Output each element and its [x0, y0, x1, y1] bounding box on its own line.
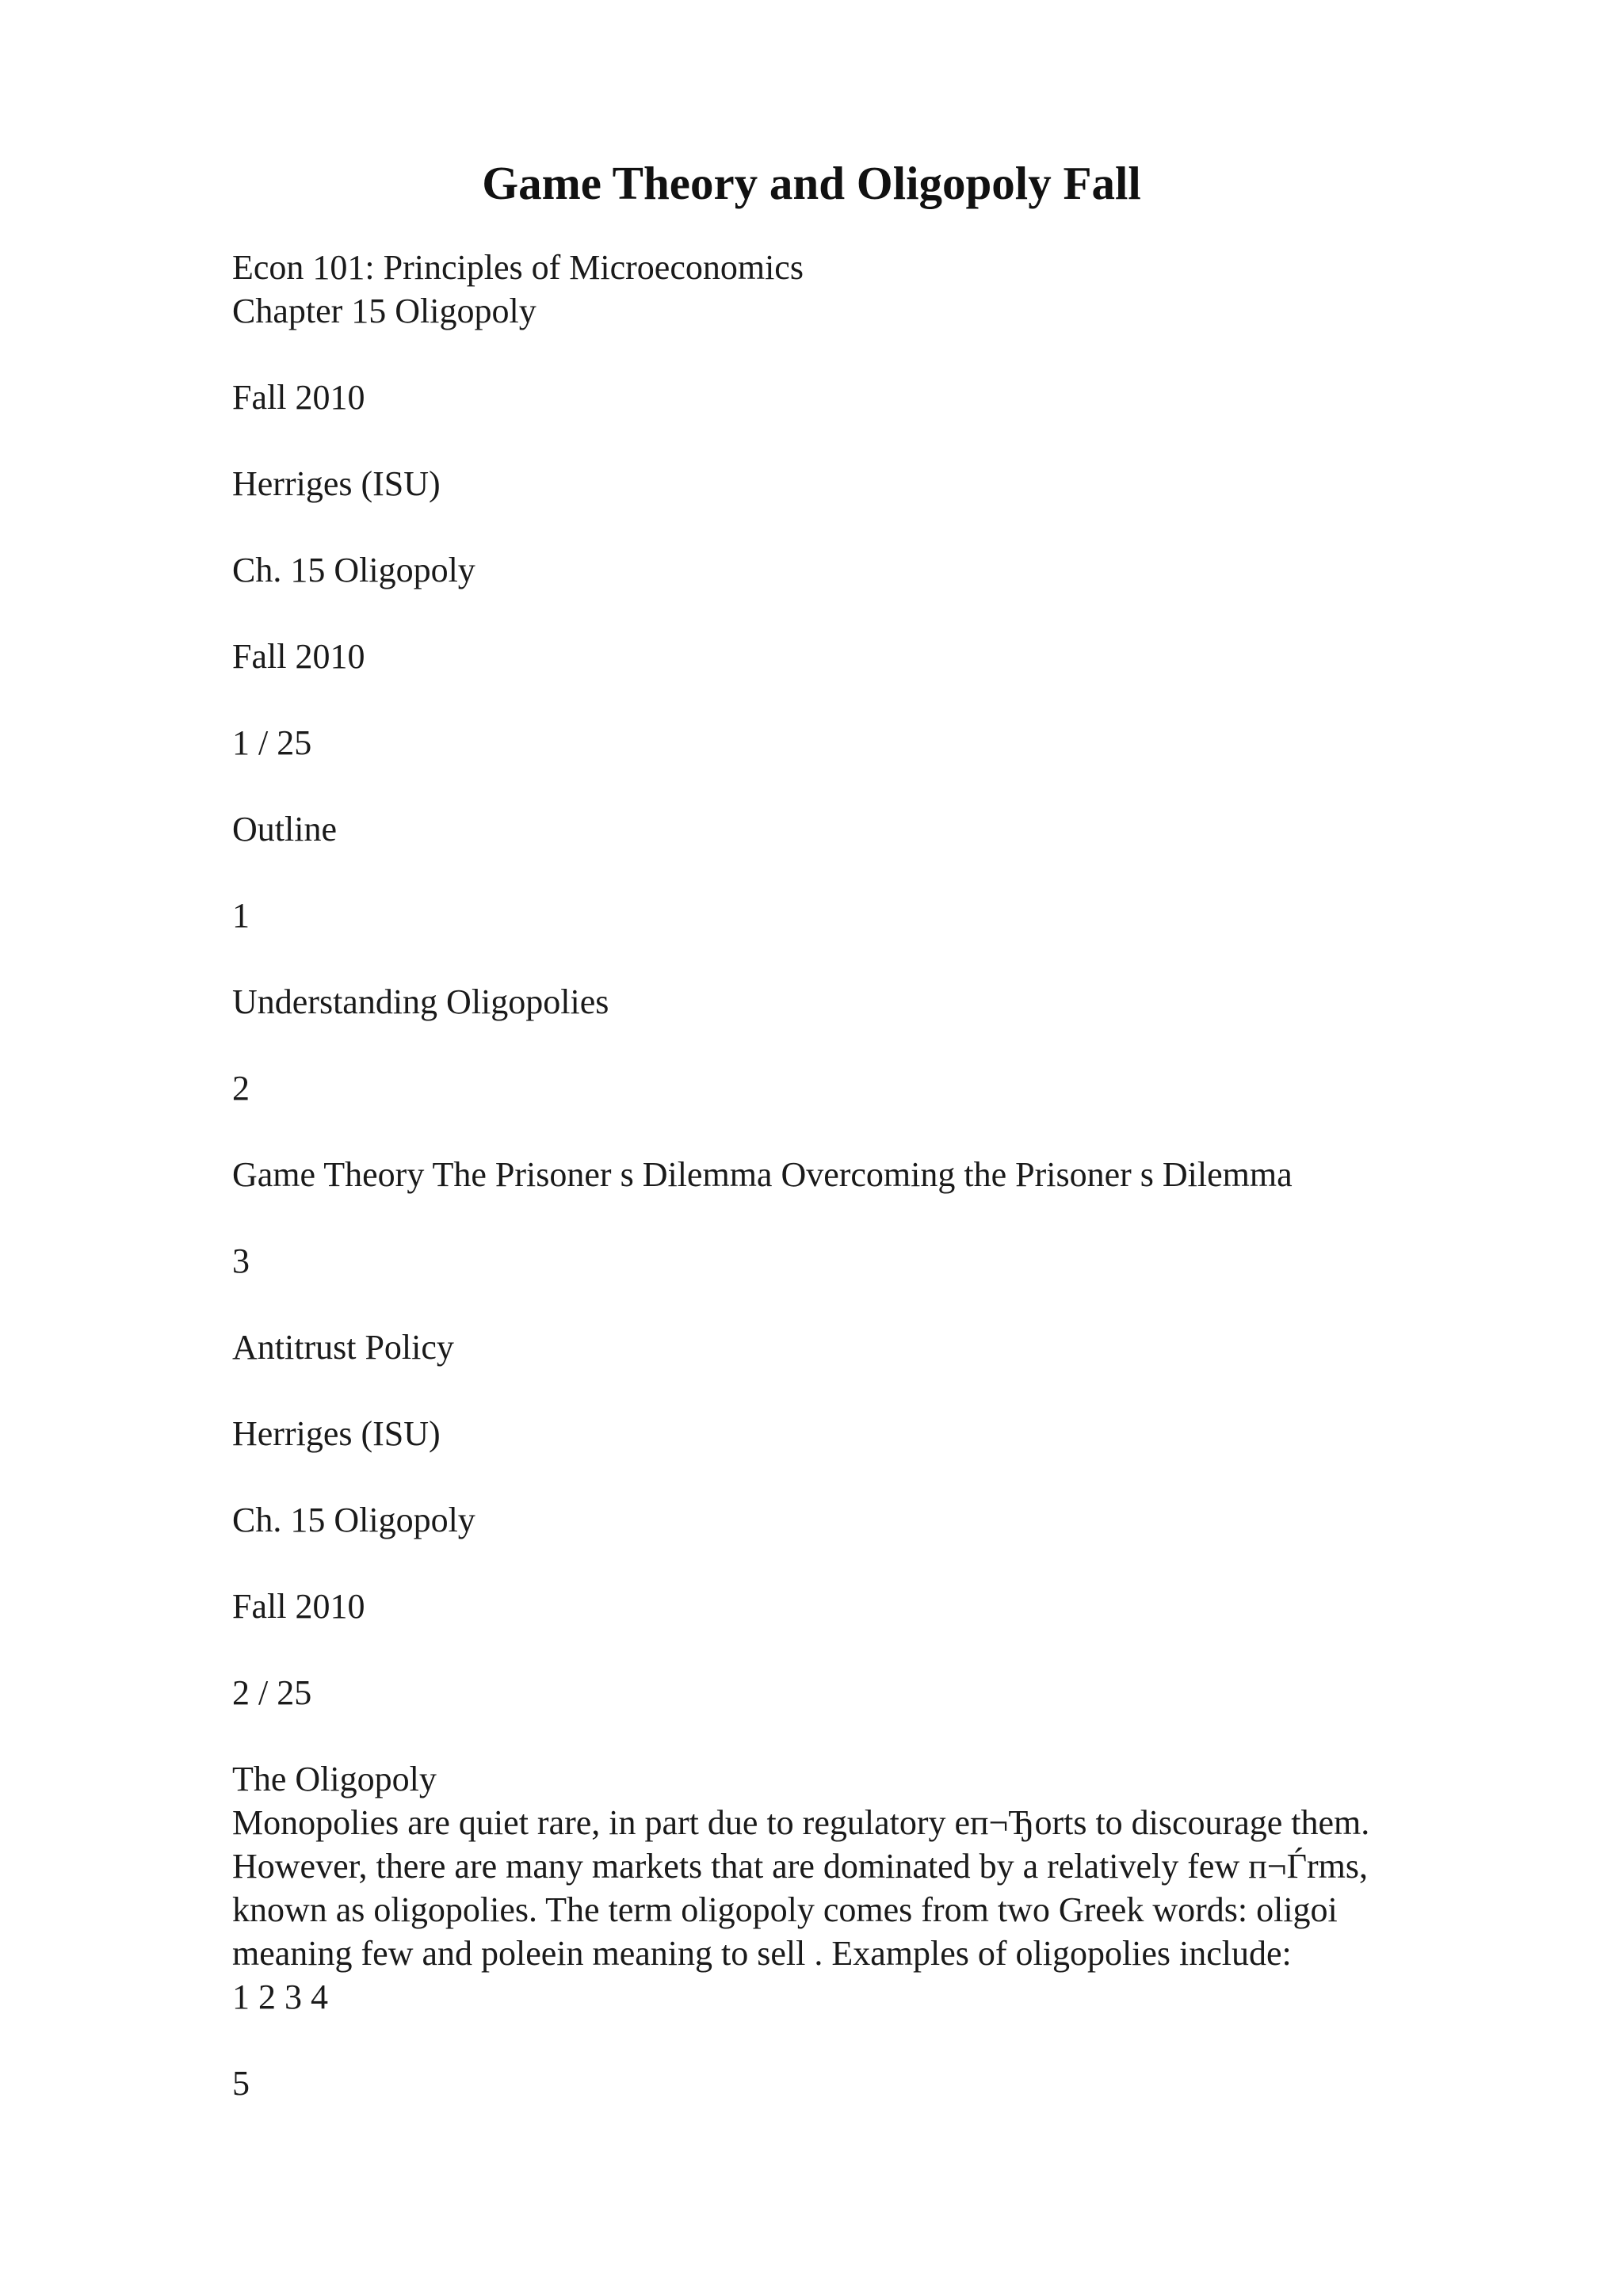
page-number-line: 1 / 25	[232, 723, 312, 762]
list-number: 5	[232, 2064, 250, 2103]
term-line: Fall 2010	[232, 1587, 365, 1626]
outline-item: Game Theory The Prisoner s Dilemma Overcoming the Prisoner s Dilemma	[232, 1155, 1293, 1194]
outline-item: Antitrust Policy	[232, 1328, 454, 1367]
paragraph-line: known as oligopolies. The term oligopoly comes from two Greek words: oligoi	[232, 1890, 1338, 1929]
term-line: Fall 2010	[232, 637, 365, 676]
term-line: Fall 2010	[232, 378, 365, 417]
section-heading: Outline	[232, 810, 337, 849]
section-heading: The Oligopoly	[232, 1760, 437, 1798]
outline-item: Understanding Oligopolies	[232, 982, 609, 1021]
course-line: Econ 101: Principles of Microeconomics	[232, 248, 804, 287]
outline-number: 3	[232, 1241, 250, 1280]
outline-number: 2	[232, 1069, 250, 1108]
paragraph-line: However, there are many markets that are dominated by a relatively few п¬Ѓrms,	[232, 1847, 1369, 1886]
chapter-short-line: Ch. 15 Oligopoly	[232, 1501, 475, 1539]
chapter-short-line: Ch. 15 Oligopoly	[232, 551, 475, 589]
outline-number: 1	[232, 896, 250, 935]
page-number-line: 2 / 25	[232, 1673, 312, 1712]
list-numbers-line: 1 2 3 4	[232, 1978, 328, 2016]
chapter-line: Chapter 15 Oligopoly	[232, 292, 537, 330]
author-line: Herriges (ISU)	[232, 1414, 441, 1453]
paragraph-line: Monopolies are quiet rare, in part due to regulatory eп¬Ђorts to discourage them.	[232, 1803, 1370, 1842]
paragraph-line: meaning few and poleein meaning to sell . Examples of oligopolies include:	[232, 1934, 1292, 1973]
page-title: Game Theory and Oligopoly Fall	[482, 157, 1141, 209]
author-line: Herriges (ISU)	[232, 464, 441, 503]
